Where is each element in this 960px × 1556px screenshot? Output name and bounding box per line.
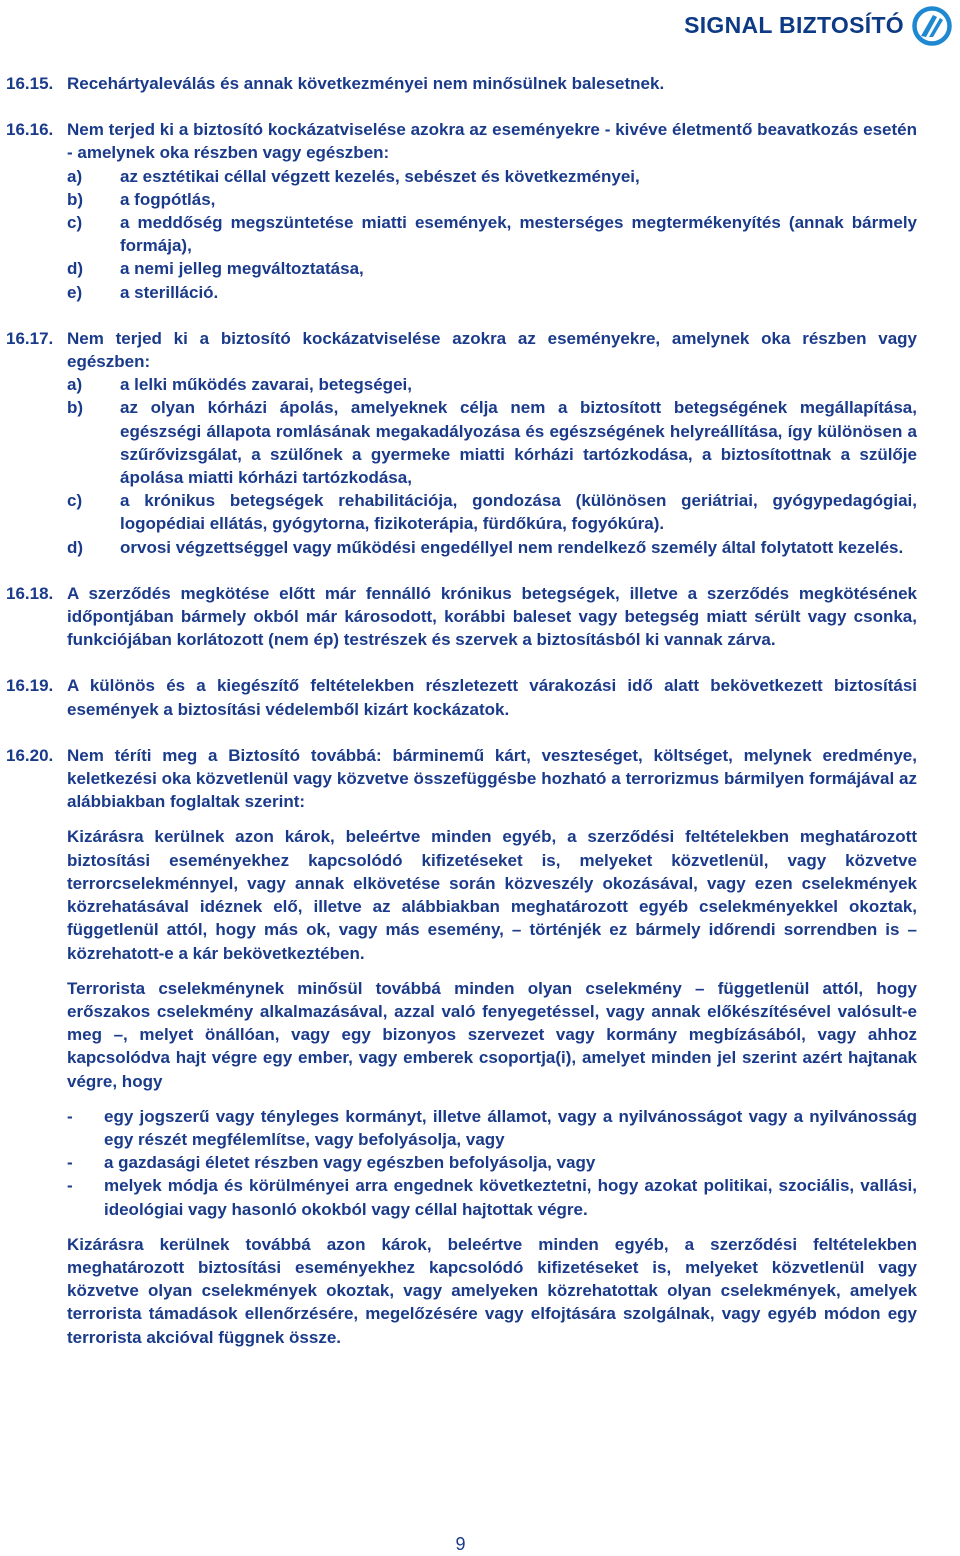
item-text: az esztétikai céllal végzett kezelés, sebészet és következményei, [120,166,640,186]
brand-name: SIGNAL BIZTOSÍTÓ [684,12,904,39]
section-16-19 [6,674,917,720]
section-intro: Nem terjed ki a biztosító kockázatviselése azokra az eseményekre - kivéve életmentő beavatkozás esetén - amelynek oka részben vagy egészben: [67,120,917,163]
section-intro: Nem terjed ki a biztosító kockázatviselése azokra az eseményekre, amelynek oka részben vagy egészben: [67,328,917,372]
section-16-17 [6,327,917,559]
document-body [6,72,917,1349]
item-label: d) [67,537,84,557]
section-16-18 [6,582,917,652]
section-text: A szerződés megkötése előtt már fennálló krónikus betegségek, illetve a szerződés megkötésének időpontjában bármely okból már károsodott, korábbi baleset vagy betegség miatt sérült vagy csonka, funkciójában korlátozott (nem ép) testrészek és szervek a biztosításból ki vannak zárva. [67,583,917,650]
item-label: c) [67,213,83,233]
item-text: a sterilláció. [120,282,219,302]
item-text: orvosi végzettséggel vagy működési engedéllyel nem rendelkező személy által folytatott kezelés. [120,537,904,557]
page-number: 9 [455,1534,466,1554]
item-label: d) [67,259,84,279]
item-text: a meddőség megszüntetése miatti események, mesterséges megtermékenyítés (annak bármely formája), [120,213,917,256]
list-item [67,489,917,535]
section-16-15 [6,72,917,95]
section-number: 16.17. [6,328,54,348]
section-number: 16.15. [6,74,54,93]
dash-item [67,1105,917,1151]
dash-mark: - [67,1176,73,1196]
item-text: az olyan kórházi ápolás, amelyeknek célja nem a biztosított betegségének megállapítása, egészségi állapota romlásának megakadályozása és egészségének helyreállítása, így különösen a szűrővizsgálat, a szülőnek a gyermeke miatti kórházi tartózkodása, a biztosítottnak a szülője ápolása miatti kórházi tartózkodása, [120,398,917,488]
brand-logo [684,6,952,46]
list-item [67,211,917,257]
item-label: a) [67,375,83,395]
item-label: b) [67,189,84,209]
dash-text: a gazdasági életet részben vagy egészben befolyásolja, vagy [104,1153,596,1173]
item-label: b) [67,398,84,418]
section-number: 16.16. [6,120,54,140]
item-text: a fogpótlás, [120,189,216,209]
item-text: a lelki működés zavarai, betegségei, [120,375,412,395]
terrorism-definition-paragraph: Terrorista cselekménynek minősül továbbá minden olyan cselekmény – függetlenül attól, hogy erőszakos cselekmény alkalmazásával, azzal való fenyegetéssel, vagy annak előkészítésével valósult-e meg –, melyet önállóan, vagy egy bizonyos szervezet vagy kormány megbízásából, vagy ahhoz kapcsolódva hajt végre egy ember, vagy emberek csoportja(i), amelyet minden jel szerint azért hajtanak végre, hogy [67,978,917,1091]
section-16-16 [6,118,917,304]
signal-logo-icon [912,6,952,46]
dash-mark: - [67,1106,73,1126]
dash-item [67,1151,917,1174]
dash-item [67,1174,917,1220]
section-number: 16.18. [6,583,54,603]
item-text: a krónikus betegségek rehabilitációja, gondozása (különösen geriátriai, gyógypedagógiai, logopédiai ellátás, gyógytorna, fizikoterápia, fürdőkúra, fogyókúra). [120,491,917,534]
section-number: 16.20. [6,745,54,765]
list-item [67,281,917,304]
list-item [67,536,917,559]
list-item [67,373,917,396]
item-label: a) [67,166,83,186]
item-text: a nemi jelleg megváltoztatása, [120,259,364,279]
list-item [67,165,917,188]
dash-text: egy jogszerű vagy tényleges kormányt, illetve államot, vagy a nyilvánosságot vagy a nyilvánosság egy részét megfélemlítse, vagy befolyásolja, vagy [104,1106,917,1149]
section-text: Recehártyaleválás és annak következményei nem minősülnek balesetnek. [67,74,665,93]
list-item [67,396,917,489]
section-text: A különös és a kiegészítő feltételekben részletezett várakozási idő alatt bekövetkezett biztosítási események a biztosítási védelemből kizárt kockázatok. [67,676,917,719]
item-label: e) [67,282,83,302]
terrorism-exclusion-paragraph: Kizárásra kerülnek azon károk, beleértve minden egyéb, a szerződési feltételekben meghatározott biztosítási eseményekhez kapcsolódó kifizetéseket is, melyeket közvetlenül, vagy közvetve terrorcselekménnyel, vagy annak elkövetése során közveszély okozásával, vagy ezen cselekmények közrehatásával idéznek elő, illetve az alábbiakban meghatározott egyéb cselekményekkel okoztak, függetlenül attól, hogy más ok, vagy más esemény, – történjék ez bármely időrendi sorrendben is – közrehatott-e a kár bekövetkeztében. [67,827,917,963]
dash-mark: - [67,1153,73,1173]
section-intro: Nem téríti meg a Biztosító továbbá: bárminemű kárt, veszteséget, költséget, melynek eredménye, keletkezési oka közvetlenül vagy közvetve összefüggésbe hozható a terrorizmus bármilyen formájával az alábbiakban foglaltak szerint: [67,745,917,812]
list-item [67,188,917,211]
section-16-20 [6,744,917,1349]
section-number: 16.19. [6,676,54,696]
counter-terrorism-exclusion-paragraph: Kizárásra kerülnek továbbá azon károk, beleértve minden egyéb, a szerződési feltételekben meghatározott biztosítási eseményekhez kapcsolódó kifizetéseket is, melyeket közvetlenül vagy közvetve olyan cselekmények okoztak, vagy amelyeken közrehatottak olyan cselekmények, amelyek terrorista támadások ellenőrzésére, megelőzésére vagy elfojtására szolgálnak, vagy egyéb módon egy terrorista akcióval függnek össze. [67,1234,917,1347]
list-item [67,257,917,280]
item-label: c) [67,491,83,511]
dash-text: melyek módja és körülményei arra engednek következtetni, hogy azokat politikai, szociális, vallási, ideológiai vagy hasonló okokból vagy céllal hajtottak végre. [104,1176,917,1219]
